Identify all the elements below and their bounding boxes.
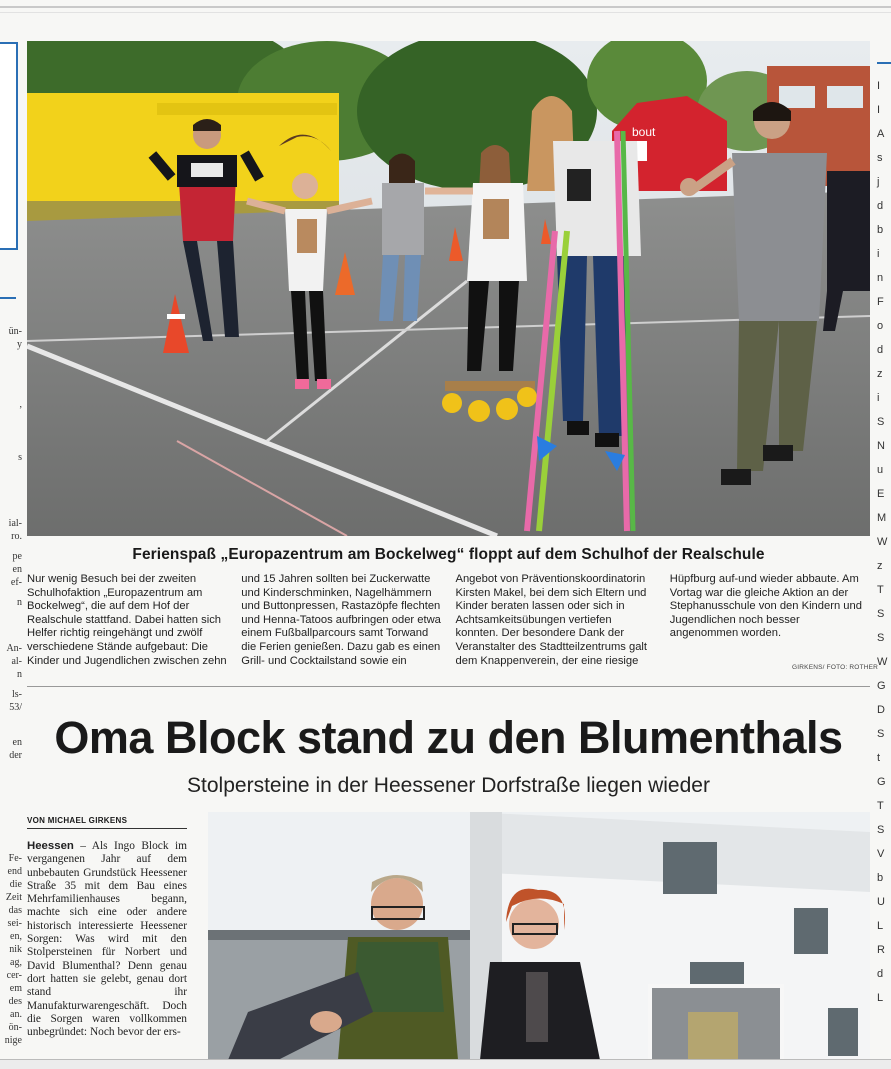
right-column-text-fragment: n <box>877 272 884 284</box>
left-column-text-fragment: der <box>9 750 22 761</box>
right-column-text-fragment: F <box>877 296 884 308</box>
left-column-text-fragment: en <box>12 737 22 748</box>
main-headline: Oma Block stand zu den Blumenthals <box>54 712 843 763</box>
right-column-text-fragment: i <box>877 392 880 404</box>
photo-credit: GIRKENS/ FOTO: ROTHER <box>792 664 879 671</box>
left-column-text-fragment: ön- <box>8 1022 22 1033</box>
left-column-text-fragment: des <box>8 996 22 1007</box>
left-column-text-fragment: en, <box>10 931 22 942</box>
right-column-text-fragment: t <box>877 752 881 764</box>
right-column-text-fragment: A <box>877 128 885 140</box>
left-column-text-fragment: ro. <box>11 531 22 542</box>
left-column-text-fragment: 53/ <box>9 702 22 713</box>
right-column-text-fragment: S <box>877 608 885 620</box>
right-column-text-fragment: N <box>877 440 885 452</box>
left-column-text-fragment: n <box>17 597 22 608</box>
article-body-top <box>27 573 870 673</box>
article-body-main <box>27 840 187 1060</box>
top-rule-thin <box>0 12 891 13</box>
article-paragraph: Nur wenig Besuch bei der zweiten Schulhofaktion „Europazentrum am Bockelweg“, die auf dem Hof der Realschule stattfand. Dabei hatten sich Helfer richtig reingehängt und zwölf verschiedene Stände aufgebaut: Die Kinder und Jugendlichen zwischen zehn und 15 Jahren sollten bei Zuckerwatte und Kinderschminken, Nagelhämmern und Buttonpressen, Rastazöpfe flechten und Henna-Tatoos aufbringen oder etwa einem Fußballparcours samt Torwand die Ferien genießen. Dazu gab es einen Grill- und Cocktailstand sowie ein Angebot von Präventionskoordinatorin Kirsten Makel, bei dem sich Eltern und Kinder beraten lassen oder sich in Achtsamkeitsübungen vertiefen konnten. Der besondere Dank der Veranstalter des Stadtteilzentrums galt dem Knappenverein, der eine riesige Hüpfburg auf-und wieder abbaute. Am Vortag war die gleiche Aktion an der Stephanusschule von den Kindern und Jugendlichen noch besser angenommen worden. <box>27 573 862 667</box>
left-column-text-fragment: Zeit <box>5 892 22 903</box>
left-column-text-fragment: ag, <box>10 957 22 968</box>
right-column-text-fragment: U <box>877 896 885 908</box>
left-column-text-fragment: cer- <box>6 970 22 981</box>
section-divider <box>27 686 870 687</box>
right-column-text-fragment: i <box>877 248 880 260</box>
right-column-text-fragment: W <box>877 656 888 668</box>
right-column-text-fragment: d <box>877 344 884 356</box>
left-column-text-fragment: sei- <box>7 918 22 929</box>
stolpersteine-photo <box>208 812 870 1060</box>
right-column-text-fragment: S <box>877 632 885 644</box>
right-column-text-fragment: D <box>877 704 885 716</box>
left-column-text-fragment: s <box>18 452 22 463</box>
left-column-text-fragment: end <box>7 866 22 877</box>
right-column-text-fragment: W <box>877 536 888 548</box>
right-column-text-fragment: G <box>877 680 886 692</box>
right-column-text-fragment: L <box>877 992 884 1004</box>
right-column-fragments <box>873 40 891 1060</box>
right-column-text-fragment: S <box>877 416 885 428</box>
left-column-text-fragment: al- <box>11 656 22 667</box>
left-column-fragments <box>0 40 22 1060</box>
left-column-text-fragment: ün- <box>8 326 22 337</box>
left-column-text-fragment: n <box>17 669 22 680</box>
right-column-text-fragment: j <box>877 176 880 188</box>
right-column-text-fragment: s <box>877 152 883 164</box>
right-column-text-fragment: u <box>877 464 884 476</box>
left-column-text-fragment: y <box>17 339 22 350</box>
article-main-text: – Als Ingo Block im vergangenen Jahr auf dem unbebauten Grundstück Heessener Straße 35 mit dem Bau eines Mehrfamilienhauses begann, machte sich eine oder andere historisch interessierte Heessener Sorgen: Was wird mit den Stolpersteinen für Norbert und David Blumenthal? Denn genau dort hatten sie gelebt, genau dort stand ihr Manufakturwarengeschäft. Doch die Sorgen waren vollkommen unbegründet: Noch bevor der ers- <box>27 840 187 1039</box>
right-column-text-fragment: d <box>877 968 884 980</box>
left-column-text-fragment: en <box>12 564 22 575</box>
top-rule <box>0 6 891 8</box>
left-column-text-fragment: em <box>9 983 22 994</box>
byline: VON MICHAEL GIRKENS <box>27 816 187 829</box>
photo-caption-headline: Ferienspaß „Europazentrum am Bockelweg“ floppt auf dem Schulhof der Realschule <box>132 546 765 563</box>
left-column-text-fragment: An- <box>6 643 22 654</box>
left-column-text-fragment: ls- <box>12 689 22 700</box>
right-column-text-fragment: d <box>877 200 884 212</box>
right-column-text-fragment: T <box>877 584 884 596</box>
right-column-text-fragment: V <box>877 848 885 860</box>
right-column-text-fragment: G <box>877 776 886 788</box>
right-column-text-fragment: R <box>877 944 885 956</box>
schoolyard-photo <box>27 41 870 536</box>
left-column-text-fragment: ial- <box>8 518 22 529</box>
right-column-text-fragment: z <box>877 560 883 572</box>
left-column-text-fragment: Fe- <box>8 853 22 864</box>
right-column-text-fragment: o <box>877 320 884 332</box>
right-column-text-fragment: b <box>877 872 884 884</box>
left-column-text-fragment: die <box>9 879 22 890</box>
right-column-text-fragment: T <box>877 800 884 812</box>
right-column-text-fragment: S <box>877 728 885 740</box>
left-column-text-fragment: das <box>8 905 22 916</box>
left-column-text-fragment: ef- <box>10 577 22 588</box>
right-column-text-fragment: I <box>877 80 881 92</box>
subheadline: Stolpersteine in der Heessener Dorfstraße liegen wieder <box>187 774 710 797</box>
right-column-text-fragment: E <box>877 488 885 500</box>
right-column-text-fragment: S <box>877 824 885 836</box>
castle-sign-text: bout <box>632 125 656 139</box>
left-column-text-fragment: nige <box>4 1035 22 1046</box>
left-column-text-fragment: pe <box>12 551 22 562</box>
dateline: Heessen <box>27 840 74 852</box>
right-column-text-fragment: z <box>877 368 883 380</box>
left-column-text-fragment: an. <box>10 1009 22 1020</box>
right-column-text-fragment: b <box>877 224 884 236</box>
right-column-text-fragment: L <box>877 920 884 932</box>
left-column-text-fragment: nik <box>9 944 22 955</box>
right-column-text-fragment: M <box>877 512 887 524</box>
left-column-text-fragment: , <box>19 399 22 410</box>
right-column-text-fragment: I <box>877 104 881 116</box>
